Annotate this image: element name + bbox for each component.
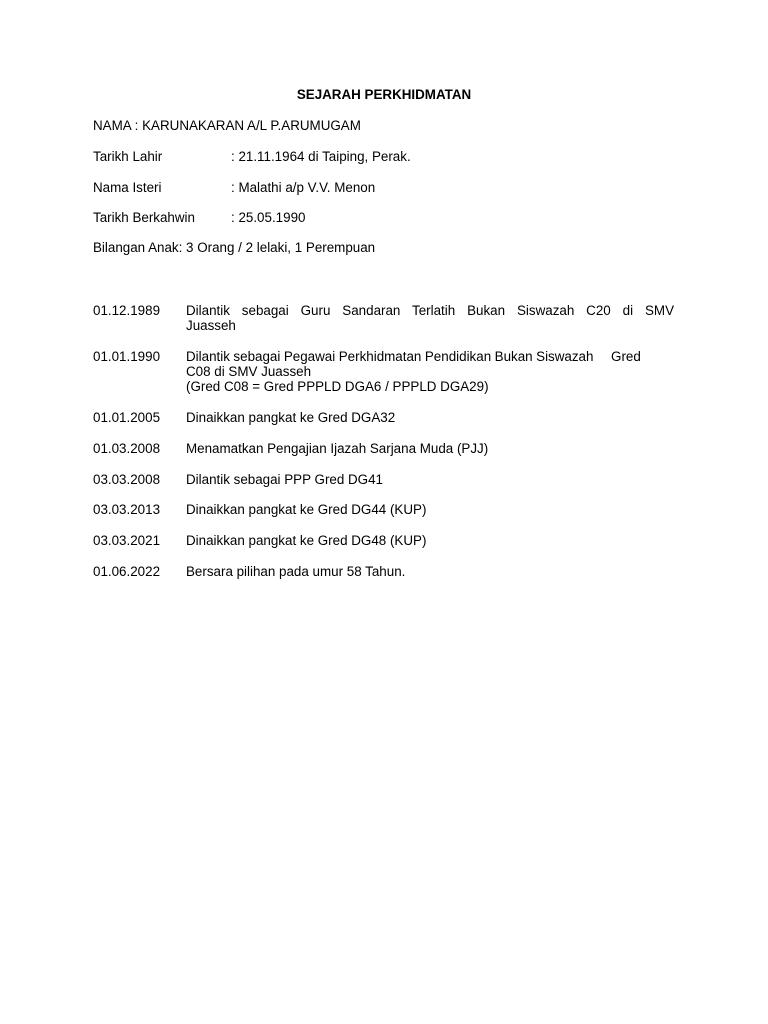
info-value: : 21.11.1964 di Taiping, Perak. bbox=[231, 149, 411, 164]
timeline-description bbox=[186, 502, 674, 517]
timeline-date: 03.03.2008 bbox=[93, 472, 161, 487]
info-row-marriage-date bbox=[93, 210, 305, 226]
timeline-line: Menamatkan Pengajian Ijazah Sarjana Muda (PJJ) bbox=[186, 441, 489, 456]
children-line: Bilangan Anak: 3 Orang / 2 lelaki, 1 Perempuan bbox=[93, 240, 376, 255]
timeline-line: Bersara pilihan pada umur 58 Tahun. bbox=[186, 564, 406, 579]
info-label: Nama Isteri bbox=[93, 180, 162, 195]
timeline-date: 01.03.2008 bbox=[93, 441, 161, 456]
timeline-description bbox=[186, 533, 674, 548]
info-label: Tarikh Lahir bbox=[93, 149, 163, 164]
timeline-date: 03.03.2013 bbox=[93, 502, 161, 517]
timeline-line: Juasseh bbox=[186, 318, 236, 333]
timeline-date: 01.01.1990 bbox=[93, 349, 161, 364]
timeline-line: Dilantik sebagai PPP Gred DG41 bbox=[186, 472, 383, 487]
timeline-line: Dinaikkan pangkat ke Gred DG44 (KUP) bbox=[186, 502, 427, 517]
timeline-line: Dilantik sebagai Guru Sandaran Terlatih Bukan Siswazah C20 di SMV bbox=[186, 303, 674, 318]
timeline-description bbox=[186, 303, 674, 333]
name-line: NAMA : KARUNAKARAN A/L P.ARUMUGAM bbox=[93, 118, 361, 133]
timeline-line: (Gred C08 = Gred PPPLD DGA6 / PPPLD DGA29) bbox=[186, 379, 489, 394]
timeline-description bbox=[186, 564, 674, 579]
timeline-line: Dinaikkan pangkat ke Gred DGA32 bbox=[186, 410, 396, 425]
info-value: : Malathi a/p V.V. Menon bbox=[231, 180, 376, 195]
info-row-birth-date bbox=[93, 149, 411, 165]
timeline-line: Dinaikkan pangkat ke Gred DG48 (KUP) bbox=[186, 533, 427, 548]
timeline-description bbox=[186, 472, 674, 487]
document-title: SEJARAH PERKHIDMATAN bbox=[296, 87, 472, 102]
timeline-description bbox=[186, 349, 674, 394]
timeline-date: 01.06.2022 bbox=[93, 564, 161, 579]
info-row-spouse-name bbox=[93, 180, 375, 196]
timeline-description bbox=[186, 441, 674, 456]
info-value: : 25.05.1990 bbox=[231, 210, 306, 225]
timeline-line: Dilantik sebagai Pegawai Perkhidmatan Pendidikan Bukan Siswazah Gred bbox=[186, 349, 641, 364]
timeline-date: 01.01.2005 bbox=[93, 410, 161, 425]
info-label: Tarikh Berkahwin bbox=[93, 210, 195, 225]
timeline-line: C08 di SMV Juasseh bbox=[186, 364, 312, 379]
timeline-date: 03.03.2021 bbox=[93, 533, 161, 548]
timeline-date: 01.12.1989 bbox=[93, 303, 161, 318]
timeline-description bbox=[186, 410, 674, 425]
